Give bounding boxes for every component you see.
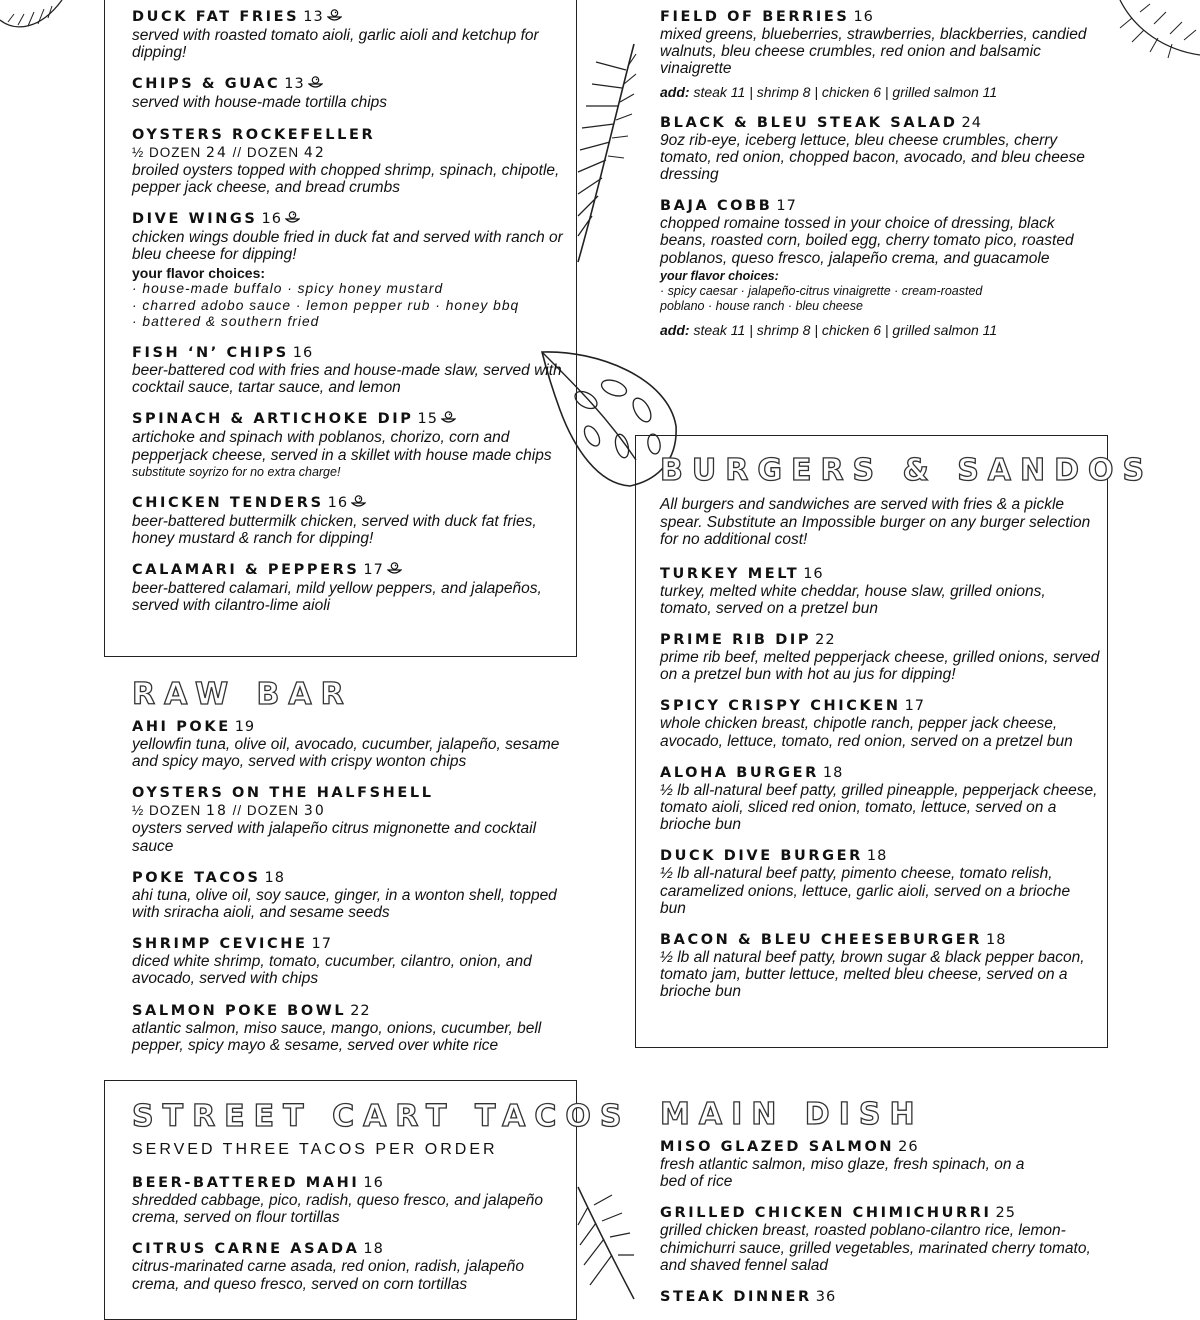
menu-item	[660, 631, 1100, 683]
item-price: 17	[363, 562, 384, 579]
item-price: 16	[261, 211, 282, 228]
section-title: STREET CART TACOS	[132, 1099, 631, 1134]
item-name: SPINACH & ARTICHOKE DIP	[132, 411, 414, 428]
item-price: 16	[327, 494, 349, 511]
item-name: OYSTERS ROCKEFELLER	[132, 126, 376, 143]
menu-item	[660, 697, 1100, 749]
raw-bar-section	[132, 678, 572, 1068]
item-price: 13	[303, 9, 324, 25]
item-description: beer-battered calamari, mild yellow peppers, and jalapeños, served with cilantro-lime aioli	[132, 580, 542, 615]
section-tagline: SERVED THREE TACOS PER ORDER	[132, 1141, 498, 1158]
dozen-label: // DOZEN	[232, 803, 300, 819]
menu-item	[660, 565, 1100, 617]
menu-item	[132, 784, 572, 854]
item-price: 16	[853, 9, 874, 25]
item-price: 18	[866, 848, 888, 865]
menu-item	[660, 931, 1100, 1001]
item-price: 26	[898, 1139, 919, 1155]
dozen-label: // DOZEN	[232, 144, 300, 160]
flavor-line: · battered & southern fried	[132, 313, 320, 329]
item-description: whole chicken breast, chipotle ranch, pepper jack cheese, avocado, lettuce, tomato, red onion, served on a pretzel bun	[660, 715, 1073, 750]
appetizers-list	[132, 8, 572, 629]
item-name: FIELD OF BERRIES	[660, 9, 850, 25]
item-name: PRIME RIB DIP	[660, 631, 812, 648]
item-name: STEAK DINNER	[660, 1289, 812, 1306]
menu-item	[132, 1174, 572, 1226]
item-description: fresh atlantic salmon, miso glaze, fresh spinach, on a bed of rice	[660, 1156, 1025, 1191]
item-name: OYSTERS ON THE HALFSHELL	[132, 785, 434, 802]
item-name: GRILLED CHICKEN CHIMICHURRI	[660, 1205, 992, 1222]
flavor-choices-title: your flavor choices:	[660, 268, 779, 283]
menu-item	[132, 75, 572, 111]
menu-item	[132, 494, 572, 547]
item-description: oysters served with jalapeño citrus mignonette and cocktail sauce	[132, 820, 537, 855]
item-name: CHIPS & GUAC	[132, 76, 281, 93]
item-description: diced white shrimp, tomato, cucumber, cilantro, onion, and avocado, served with chips	[132, 953, 532, 988]
menu-item	[132, 126, 572, 196]
item-price: 16	[803, 565, 824, 582]
burgers-section	[660, 453, 1154, 1015]
item-name: BAJA COBB	[660, 198, 773, 215]
item-name: DUCK FAT FRIES	[132, 9, 300, 25]
menu-item	[132, 869, 572, 921]
item-description: ½ lb all-natural beef patty, pimento cheese, tomato relish, caramelized onions, lettuce, garlic aioli, served on a brioche bun	[660, 865, 1071, 917]
item-price: 17	[311, 936, 332, 953]
item-price: 16	[363, 1175, 384, 1191]
item-description: served with house-made tortilla chips	[132, 94, 388, 112]
item-price: 22	[815, 631, 836, 648]
half-dozen-price: 18	[206, 803, 228, 820]
item-name: SALMON POKE BOWL	[132, 1002, 347, 1019]
item-name: CALAMARI & PEPPERS	[132, 562, 360, 579]
leaf-corner-top-left-icon	[0, 0, 70, 35]
flavor-line: · house-made buffalo · spicy honey mustard	[132, 281, 444, 297]
menu-item	[132, 210, 572, 330]
item-description: artichoke and spinach with poblanos, chorizo, corn and pepperjack cheese, served in a skillet with house made chips	[132, 429, 552, 464]
add-ons	[660, 84, 1100, 100]
section-title: MAIN DISH	[660, 1097, 924, 1132]
flavor-line: · charred adobo sauce · lemon pepper rub · honey bbq	[132, 297, 520, 313]
item-price: 15	[417, 411, 438, 428]
menu-item	[660, 1138, 1100, 1190]
item-description: turkey, melted white cheddar, house slaw, grilled onions, tomato, served on a pretzel bun	[660, 582, 1046, 617]
palm-frond-top-icon	[576, 40, 638, 265]
item-price: 17	[776, 198, 797, 215]
half-dozen-price: 24	[206, 144, 228, 161]
main-dish-section	[660, 1098, 1100, 1320]
duck-icon	[441, 411, 456, 429]
item-price: 16	[292, 345, 314, 362]
item-description: chopped romaine tossed in your choice of dressing, black beans, roasted corn, boiled egg, cherry tomato pico, roasted poblanos, queso fresco, jalapeño crema, and guacamole	[660, 215, 1074, 267]
section-title: RAW BAR	[132, 677, 353, 712]
section-title: BURGERS & SANDOS	[660, 453, 1154, 488]
item-name: ALOHA BURGER	[660, 764, 819, 781]
menu-item	[132, 8, 572, 61]
item-price: 18	[363, 1241, 384, 1258]
item-description: grilled chicken breast, roasted poblano-cilantro rice, lemon-chimichurri sauce, grilled vegetables, marinated cherry tomato, and shaved fennel salad	[660, 1222, 1091, 1274]
item-description: ½ lb all-natural beef patty, grilled pineapple, pepperjack cheese, tomato aioli, sliced red onion, tomato, lettuce, served on a brioche bun	[660, 781, 1098, 834]
dozen-price: 42	[303, 144, 326, 161]
item-note: substitute soyrizo for no extra charge!	[132, 464, 341, 479]
item-description: chicken wings double fried in duck fat and served with ranch or bleu cheese for dipping!	[132, 229, 563, 264]
item-name: BACON & BLEU CHEESEBURGER	[660, 931, 983, 948]
item-name: AHI POKE	[132, 719, 231, 735]
menu-item	[132, 1240, 572, 1292]
item-name: POKE TACOS	[132, 869, 261, 886]
item-price: 36	[815, 1289, 837, 1306]
item-name: TURKEY MELT	[660, 565, 800, 582]
item-description: beer-battered buttermilk chicken, served with duck fat fries, honey mustard & ranch for dipping!	[132, 512, 537, 548]
item-name: MISO GLAZED SALMON	[660, 1139, 895, 1155]
half-dozen-label: ½ DOZEN	[132, 803, 202, 819]
menu-item	[660, 847, 1100, 917]
add-label: add:	[660, 83, 690, 100]
flavor-line: · spicy caesar · jalapeño-citrus vinaigrette · cream-roasted	[660, 283, 983, 298]
salads-section	[660, 8, 1100, 352]
item-description: 9oz rib-eye, iceberg lettuce, bleu cheese crumbles, cherry tomato, red onion, chopped bacon, avocado, and bleu cheese dressing	[660, 131, 1085, 184]
item-description: atlantic salmon, miso sauce, mango, onions, cucumber, bell pepper, spicy mayo & sesame, served over white rice	[132, 1019, 542, 1054]
item-description: broiled oysters topped with chopped shrimp, spinach, chipotle, pepper jack cheese, and bread crumbs	[132, 161, 560, 196]
half-dozen-label: ½ DOZEN	[132, 144, 202, 160]
item-description: ahi tuna, olive oil, soy sauce, ginger, in a wonton shell, topped with sriracha aioli, and sesame seeds	[132, 886, 557, 922]
item-price: 18	[822, 764, 844, 781]
item-name: DUCK DIVE BURGER	[660, 848, 863, 865]
duck-icon	[387, 562, 402, 580]
tacos-section	[132, 1099, 631, 1307]
leaf-corner-top-right-icon	[1110, 0, 1200, 60]
menu-item	[132, 410, 572, 479]
item-sizes	[132, 802, 572, 820]
item-price: 25	[995, 1205, 1016, 1222]
menu-item	[132, 718, 572, 770]
item-name: CITRUS CARNE ASADA	[132, 1241, 360, 1258]
dozen-price: 30	[303, 803, 326, 820]
add-ons	[660, 322, 1100, 338]
menu-item	[660, 764, 1100, 834]
section-intro: All burgers and sandwiches are served with fries & a pickle spear. Substitute an Impossible burger on any burger selection for no additional cost!	[660, 496, 1091, 548]
item-price: 17	[904, 698, 926, 715]
menu-item	[132, 561, 572, 614]
item-name: CHICKEN TENDERS	[132, 494, 324, 511]
menu-item	[132, 935, 572, 987]
item-name: BLACK & BLEU STEAK SALAD	[660, 114, 958, 131]
item-description: prime rib beef, melted pepperjack cheese, grilled onions, served on a pretzel bun with hot au jus for dipping!	[660, 648, 1100, 684]
add-options: steak 11 | shrimp 8 | chicken 6 | grilled salmon 11	[693, 83, 998, 100]
duck-icon	[351, 495, 366, 513]
palm-frond-bottom-icon	[576, 1185, 636, 1300]
menu-item	[660, 1204, 1100, 1274]
menu-item	[660, 197, 1100, 338]
menu-item	[660, 1288, 1100, 1306]
item-description: ½ lb all natural beef patty, brown sugar & black pepper bacon, tomato jam, butter lettuce, melted bleu cheese, served on a brioche bun	[660, 948, 1085, 1001]
item-price: 22	[350, 1002, 371, 1019]
duck-icon	[308, 76, 323, 94]
item-price: 13	[284, 76, 305, 93]
add-options: steak 11 | shrimp 8 | chicken 6 | grilled salmon 11	[693, 321, 998, 338]
item-sizes	[132, 144, 572, 162]
menu-item	[660, 114, 1100, 184]
item-description: served with roasted tomato aioli, garlic aioli and ketchup for dipping!	[132, 27, 539, 62]
add-label: add:	[660, 321, 690, 338]
duck-icon	[327, 9, 342, 27]
item-name: SHRIMP CEVICHE	[132, 936, 308, 953]
item-description: mixed greens, blueberries, strawberries, blackberries, candied walnuts, bleu cheese crumbles, red onion and balsamic vinaigrette	[660, 26, 1087, 78]
menu-item	[132, 344, 572, 396]
item-name: FISH ‘N’ CHIPS	[132, 345, 289, 362]
item-price: 19	[234, 719, 256, 735]
item-description: citrus-marinated carne asada, red onion, radish, jalapeño crema, and queso fresco, served on corn tortillas	[132, 1258, 525, 1293]
item-name: SPICY CRISPY CHICKEN	[660, 698, 901, 715]
item-description: yellowfin tuna, olive oil, avocado, cucumber, jalapeño, sesame and spicy mayo, served with crispy wonton chips	[132, 736, 560, 771]
item-name: BEER-BATTERED MAHI	[132, 1175, 360, 1191]
item-description: shredded cabbage, pico, radish, queso fresco, and jalapeño crema, served on flour tortillas	[132, 1192, 544, 1227]
item-price: 24	[961, 114, 982, 131]
menu-item	[660, 8, 1100, 100]
flavor-line: poblano · house ranch · bleu cheese	[660, 298, 863, 313]
flavor-choices-title: your flavor choices:	[132, 265, 266, 282]
duck-icon	[285, 211, 300, 229]
menu-item	[132, 1002, 572, 1054]
item-name: DIVE WINGS	[132, 211, 258, 228]
item-price: 18	[986, 931, 1007, 948]
item-description: beer-battered cod with fries and house-made slaw, served with cocktail sauce, tartar sauce, and lemon	[132, 362, 562, 397]
item-price: 18	[264, 869, 285, 886]
